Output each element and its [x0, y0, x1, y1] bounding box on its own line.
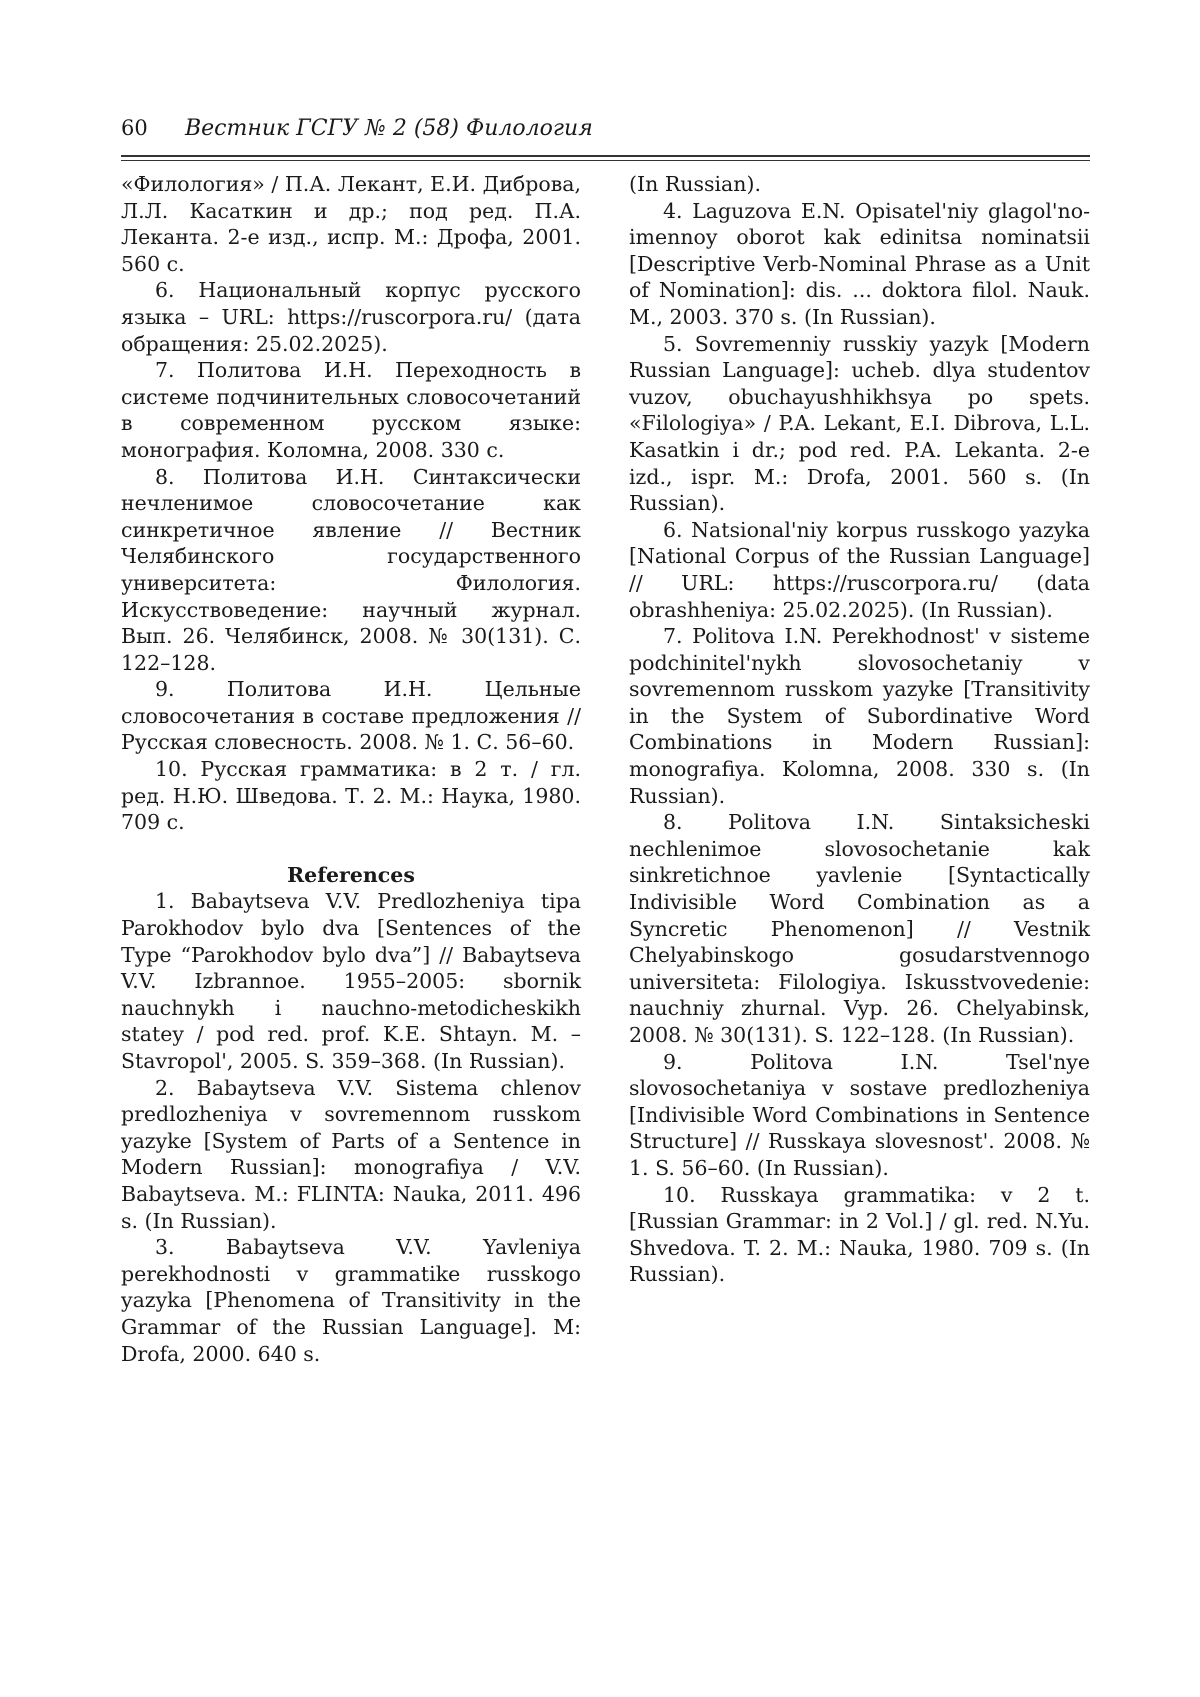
reference-entry-ru-9: 9. Политова И.Н. Цельные словосочетания в составе предложения // Русская словесность. 2008. № 1. С. 56–60. [121, 677, 581, 755]
page-number: 60 [121, 116, 148, 140]
reference-entry-4: 4. Laguzova E.N. Opisatel'niy glagol'no-imennoy oborot kak edinitsa nominatsii [Descriptive Verb-Nominal Phrase as a Unit of Nomination]: dis. ... doktora filol. Nauk. M., 2003. 370 s. (In Russian). [629, 198, 1090, 329]
reference-entry-7: 7. Politova I.N. Perekhodnost' v sisteme podchinitel'nykh slovosochetaniy v sovremennom russkom yazyke [Transitivity in the System of Subordinative Word Combinations in Modern Russian]: monografiya. Kolomna, 2008. 330 s. (In Russian). [629, 624, 1090, 808]
reference-entry-ru-6: 6. Национальный корпус русского языка – URL: https://ruscorpora.ru/ (дата обращения: 25.02.2025). [121, 278, 581, 356]
reference-entry-5: 5. Sovremenniy russkiy yazyk [Modern Russian Language]: ucheb. dlya studentov vuzov, obuchayushhikhsya po spets. «Filologiya» / P.A. Lekant, E.I. Dibrova, L.L. Kasatkin i dr.; pod red. P.A. Lekanta. 2-e izd., ispr. M.: Drofa, 2001. 560 s. (In Russian). [629, 331, 1090, 516]
reference-entry-3: 3. Babaytseva V.V. Yavleniya perekhodnosti v grammatike russkogo yazyka [Phenomena of Transitivity in the Grammar of the Russian Language]. M: Drofa, 2000. 640 s. [121, 1235, 581, 1366]
reference-continuation: (In Russian). [629, 172, 761, 196]
reference-continuation: «Филология» / П.А. Лекант, Е.И. Диброва, Л.Л. Касаткин и др.; под ред. П.А. Леканта. 2-е изд., испр. М.: Дрофа, 2001. 560 с. [121, 172, 581, 276]
header-rule-thick [121, 155, 1090, 157]
reference-entry-1: 1. Babaytseva V.V. Predlozheniya tipa Parokhodov bylo dva [Sentences of the Type “Parokhodov bylo dva”] // Babaytseva V.V. Izbrannoe. 1955–2005: sbornik nauchnykh i nauchno-metodicheskikh statey / pod red. prof. K.E. Shtayn. M. – Stavropol', 2005. S. 359–368. (In Russian). [121, 889, 581, 1073]
left-column [121, 171, 581, 1367]
reference-entry-6: 6. Natsional'niy korpus russkogo yazyka [National Corpus of the Russian Language] // URL: https://ruscorpora.ru/ (data obrashheniya: 25.02.2025). (In Russian). [629, 517, 1090, 622]
reference-entry-10: 10. Russkaya grammatika: v 2 t. [Russian Grammar: in 2 Vol.] / gl. red. N.Yu. Shvedova. T. 2. M.: Nauka, 1980. 709 s. (In Russian). [629, 1182, 1090, 1287]
reference-entry-2: 2. Babaytseva V.V. Sistema chlenov predlozheniya v sovremennom russkom yazyke [System of Parts of a Sentence in Modern Russian]: monografiya / V.V. Babaytseva. M.: FLINTA: Nauka, 2011. 496 s. (In Russian). [121, 1075, 581, 1233]
reference-entry-ru-8: 8. Политова И.Н. Синтаксически нечленимое словосочетание как синкретичное явление // Вестник Челябинского государственного университета: Филология. Искусствоведение: научный журнал. Вып. 26. Челябинск, 2008. № 30(131). С. 122–128. [121, 464, 581, 675]
reference-entry-ru-7: 7. Политова И.Н. Переходность в системе подчинительных словосочетаний в современном русском языке: монография. Коломна, 2008. 330 с. [121, 358, 581, 462]
running-header [121, 116, 1090, 148]
header-rule-thin [121, 160, 1090, 161]
reference-entry-ru-10: 10. Русская грамматика: в 2 т. / гл. ред. Н.Ю. Шведова. Т. 2. М.: Наука, 1980. 709 с. [121, 757, 581, 835]
reference-entry-8: 8. Politova I.N. Sintaksicheski nechlenimoe slovosochetanie kak sinkretichnoe yavlenie [Syntactically Indivisible Word Combination as a Syncretic Phenomenon] // Vestnik Chelyabinskogo gosudarstvennogo universiteta: Filologiya. Iskusstvovedenie: nauchniy zhurnal. Vyp. 26. Chelyabinsk, 2008. № 30(131). S. 122–128. (In Russian). [629, 810, 1090, 1047]
reference-entry-9: 9. Politova I.N. Tsel'nye slovosochetaniya v sostave predlozheniya [Indivisible Word Combinations in Sentence Structure] // Russkaya slovesnost'. 2008. № 1. S. 56–60. (In Russian). [629, 1049, 1090, 1180]
journal-title: Вестник ГСГУ № 2 (58) Филология [185, 116, 593, 141]
references-heading: References [287, 862, 415, 887]
right-column [629, 171, 1090, 1288]
